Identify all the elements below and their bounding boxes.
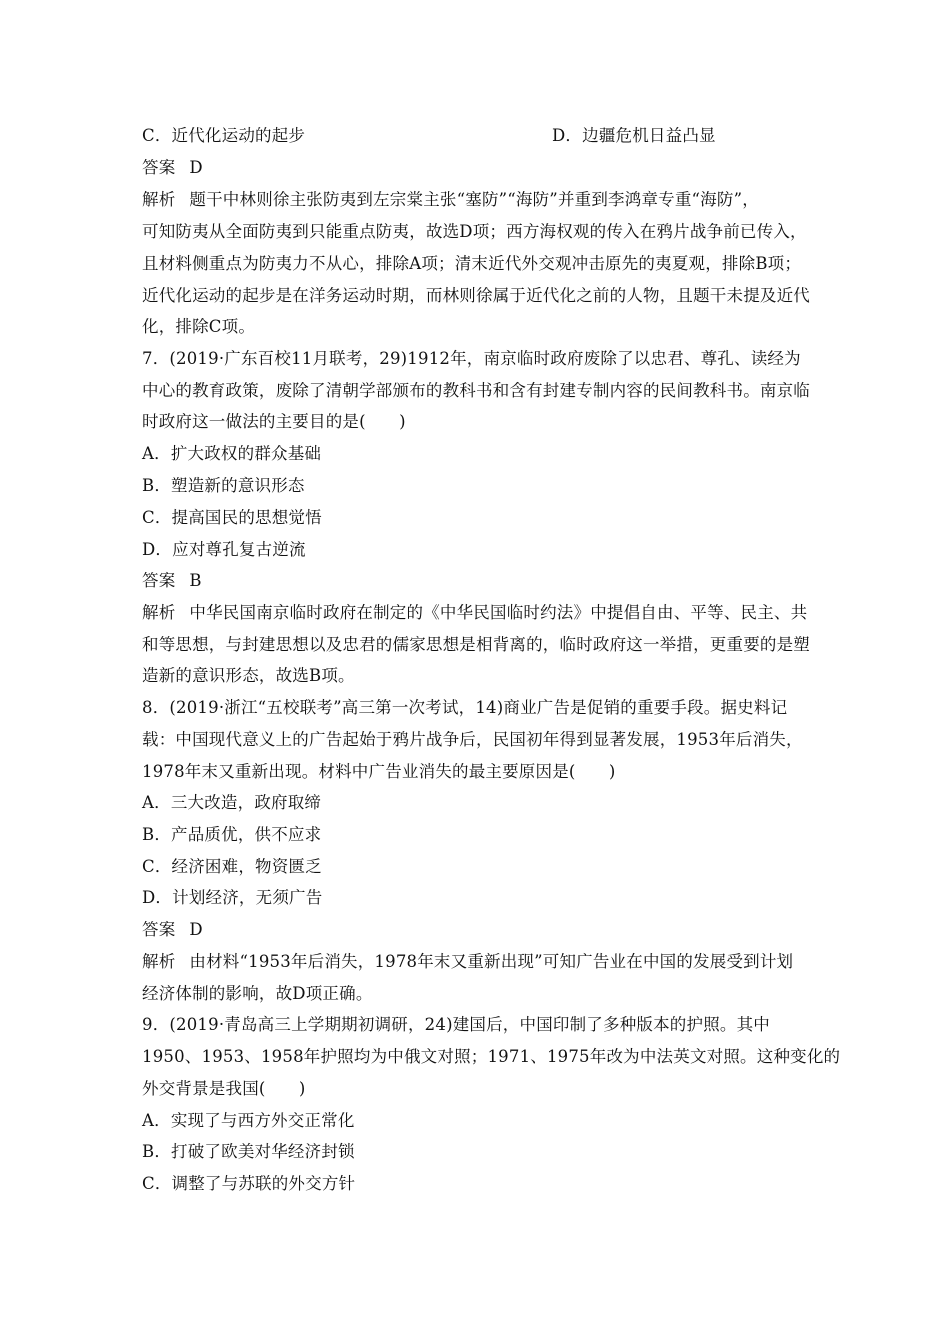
answer-label: 答案 — [142, 158, 176, 177]
q7-option-d[interactable]: D．应对尊孔复古逆流 — [142, 540, 306, 559]
q8-option-a[interactable]: A．三大改造，政府取缔 — [142, 793, 322, 812]
q8-option-b[interactable]: B．产品质优，供不应求 — [142, 825, 322, 844]
analysis-label: 解析 — [142, 952, 176, 971]
q8-option-d[interactable]: D．计划经济，无须广告 — [142, 888, 323, 907]
q6-analysis-line: 化，排除C项。 — [142, 317, 256, 336]
q7-option-c[interactable]: C．提高国民的思想觉悟 — [142, 508, 322, 527]
q7-option-a[interactable]: A．扩大政权的群众基础 — [142, 444, 322, 463]
answer-label: 答案 — [142, 571, 176, 590]
q9-stem: 外交背景是我国( ) — [142, 1079, 306, 1098]
analysis-text: 由材料“1953年后消失，1978年末又重新出现”可知广告业在中国的发展受到计划 — [189, 952, 794, 971]
q7-answer — [142, 570, 822, 592]
answer-value: D — [189, 920, 203, 939]
q9-option-c[interactable]: C．调整了与苏联的外交方针 — [142, 1174, 356, 1193]
q7-stem: 中心的教育政策，废除了清朝学部颁布的教科书和含有封建专制内容的民间教科书。南京临 — [142, 381, 810, 400]
q6-option-c[interactable]: C．近代化运动的起步 — [142, 126, 306, 145]
q6-analysis-line — [142, 189, 822, 211]
q6-analysis-line: 近代化运动的起步是在洋务运动时期，而林则徐属于近代化之前的人物，且题干未提及近代 — [142, 286, 810, 305]
q8-stem: 1978年末又重新出现。材料中广告业消失的最主要原因是( ) — [142, 762, 616, 781]
q9-stem: 1950、1953、1958年护照均为中俄文对照；1971、1975年改为中法英文对照。这种变化的 — [142, 1047, 841, 1066]
analysis-label: 解析 — [142, 603, 176, 622]
q6-analysis-line: 且材料侧重点为防夷力不从心，排除A项；清末近代外交观冲击原先的夷夏观，排除B项； — [142, 254, 802, 273]
q6-options-row — [142, 125, 822, 147]
answer-value: D — [189, 158, 203, 177]
q8-answer — [142, 919, 822, 941]
q8-analysis-line — [142, 951, 822, 973]
answer-value: B — [189, 571, 202, 590]
analysis-text: 中华民国南京临时政府在制定的《中华民国临时约法》中提倡自由、平等、民主、共 — [189, 603, 808, 622]
analysis-text: 题干中林则徐主张防夷到左宗棠主张“塞防”“海防”并重到李鸿章专重“海防”， — [189, 190, 759, 209]
q7-analysis-line: 造新的意识形态，故选B项。 — [142, 666, 355, 685]
q7-stem: 7．(2019·广东百校11月联考，29)1912年，南京临时政府废除了以忠君、尊孔、读经为 — [142, 349, 801, 368]
q6-analysis-line: 可知防夷从全面防夷到只能重点防夷，故选D项；西方海权观的传入在鸦片战争前已传入， — [142, 222, 807, 241]
q6-option-d[interactable]: D．边疆危机日益凸显 — [552, 126, 716, 145]
q8-stem: 8．(2019·浙江“五校联考”高三第一次考试，14)商业广告是促销的重要手段。据史料记 — [142, 698, 788, 717]
q6-answer — [142, 157, 822, 179]
q8-analysis-line: 经济体制的影响，故D项正确。 — [142, 984, 373, 1003]
q8-option-c[interactable]: C．经济困难，物资匮乏 — [142, 857, 322, 876]
answer-label: 答案 — [142, 920, 176, 939]
q9-option-b[interactable]: B．打破了欧美对华经济封锁 — [142, 1142, 355, 1161]
q8-stem: 载：中国现代意义上的广告起始于鸦片战争后，民国初年得到显著发展，1953年后消失， — [142, 730, 803, 749]
q7-analysis-line — [142, 602, 822, 624]
q9-option-a[interactable]: A．实现了与西方外交正常化 — [142, 1111, 355, 1130]
q7-analysis-line: 和等思想，与封建思想以及忠君的儒家思想是相背离的，临时政府这一举措，更重要的是塑 — [142, 635, 810, 654]
q9-stem: 9．(2019·青岛高三上学期期初调研，24)建国后，中国印制了多种版本的护照。其中 — [142, 1015, 771, 1034]
analysis-label: 解析 — [142, 190, 176, 209]
q7-stem: 时政府这一做法的主要目的是( ) — [142, 412, 406, 431]
q7-option-b[interactable]: B．塑造新的意识形态 — [142, 476, 305, 495]
